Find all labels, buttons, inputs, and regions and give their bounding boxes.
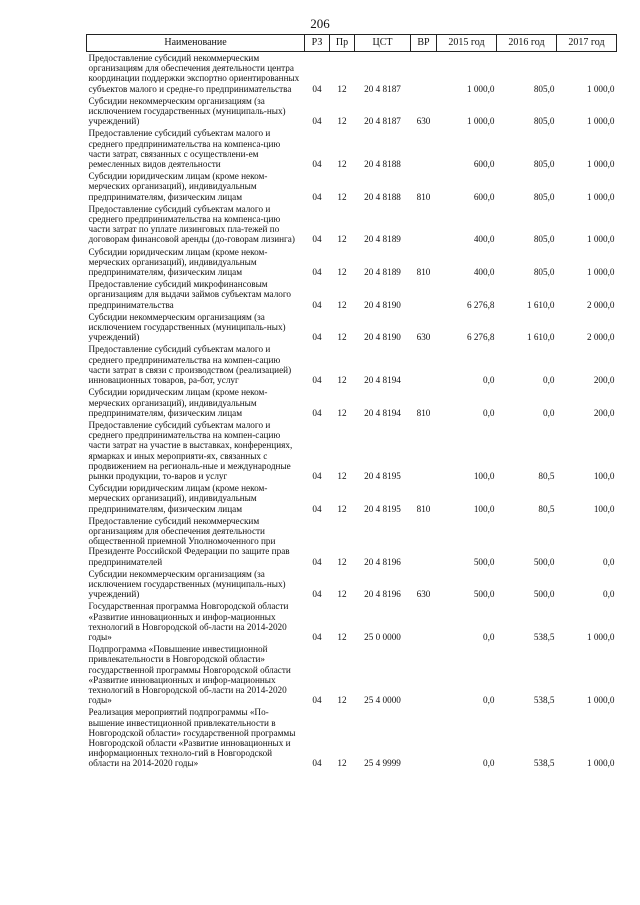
cell-2015: 400,0 — [473, 234, 495, 245]
cell-name: Субсидии юридическим лицам (кроме неком-мерческих организаций), индивидуальным предпринимателям, физическим лицам — [88, 171, 268, 202]
cell-2016: 1 610,0 — [526, 332, 555, 343]
cell-2017: 1 000,0 — [586, 234, 615, 245]
cell-2016: 538,5 — [533, 631, 555, 642]
cell-rz: 04 — [312, 191, 322, 202]
cell-2017: 200,0 — [593, 407, 615, 418]
table-row — [87, 170, 617, 203]
cell-cst: 20 4 8196 — [364, 589, 401, 600]
cell-rz: 04 — [312, 589, 322, 600]
cell-2015: 0,0 — [483, 407, 495, 418]
cell-2017: 100,0 — [593, 470, 615, 481]
cell-name: Субсидии некоммерческим организациям (за исключением государственных (муниципаль-ных) учреждений) — [88, 95, 286, 127]
cell-2015: 0,0 — [483, 695, 495, 706]
header-pr: Пр — [330, 35, 355, 52]
cell-rz: 04 — [312, 695, 322, 706]
cell-cst: 20 4 8190 — [364, 332, 401, 343]
cell-2015: 0,0 — [483, 375, 495, 386]
cell-vr — [411, 278, 437, 311]
cell-cst: 20 4 8195 — [364, 503, 401, 514]
cell-2015: 6 276,8 — [466, 332, 495, 343]
header-2017: 2017 год — [557, 35, 617, 52]
cell-vr: 810 — [416, 407, 431, 418]
table-body — [87, 52, 617, 770]
cell-name: Субсидии некоммерческим организациям (за исключением государственных (муниципаль-ных) учреждений) — [88, 568, 286, 600]
cell-2015: 1 000,0 — [466, 83, 495, 94]
cell-pr: 12 — [337, 332, 347, 343]
cell-vr: 630 — [416, 116, 431, 127]
cell-2017: 1 000,0 — [586, 83, 615, 94]
cell-pr: 12 — [337, 695, 347, 706]
table-row — [87, 203, 617, 246]
cell-vr — [411, 706, 437, 769]
cell-name: Предоставление субсидий микрофинансовым организациям для выдачи займов субъектам малого предпринимательства — [88, 279, 292, 310]
cell-cst: 20 4 8189 — [364, 267, 401, 278]
cell-2016: 805,0 — [533, 191, 555, 202]
cell-rz: 04 — [312, 375, 322, 386]
table-row — [87, 386, 617, 419]
cell-pr: 12 — [337, 631, 347, 642]
cell-vr — [411, 515, 437, 568]
cell-vr — [411, 203, 437, 246]
cell-vr — [411, 643, 437, 706]
cell-pr: 12 — [337, 589, 347, 600]
table-row — [87, 482, 617, 515]
cell-name: Предоставление субсидий субъектам малого и среднего предпринимательства на компенса-цию части затрат, связанных с осуществлени-ем ремесленных видов деятельности — [88, 128, 281, 170]
cell-pr: 12 — [337, 159, 347, 170]
cell-2015: 500,0 — [473, 589, 495, 600]
cell-rz: 04 — [312, 159, 322, 170]
header-2015: 2015 год — [437, 35, 497, 52]
cell-2016: 500,0 — [533, 589, 555, 600]
cell-2017: 1 000,0 — [586, 758, 615, 769]
cell-vr: 630 — [416, 589, 431, 600]
cell-2015: 1 000,0 — [466, 116, 495, 127]
cell-2016: 1 610,0 — [526, 299, 555, 310]
cell-2016: 0,0 — [543, 375, 555, 386]
cell-cst: 25 0 0000 — [364, 631, 401, 642]
cell-name: Субсидии юридическим лицам (кроме неком-мерческих организаций), индивидуальным предпринимателям, физическим лицам — [88, 246, 268, 278]
cell-rz: 04 — [312, 299, 322, 310]
cell-rz: 04 — [312, 407, 322, 418]
cell-pr: 12 — [337, 299, 347, 310]
cell-2015: 600,0 — [473, 159, 495, 170]
cell-2017: 0,0 — [603, 556, 615, 567]
cell-vr — [411, 343, 437, 386]
cell-vr: 810 — [416, 503, 431, 514]
cell-cst: 20 4 8188 — [364, 191, 401, 202]
table-row — [87, 311, 617, 344]
table-row — [87, 706, 617, 769]
cell-cst: 20 4 8194 — [364, 375, 401, 386]
table-row — [87, 568, 617, 601]
cell-pr: 12 — [337, 191, 347, 202]
cell-name: Субсидии юридическим лицам (кроме неком-мерческих организаций), индивидуальным предпринимателям, физическим лицам — [88, 483, 268, 514]
page-number: 206 — [310, 16, 330, 31]
cell-cst: 20 4 8194 — [364, 407, 401, 418]
header-cst: ЦСТ — [355, 35, 411, 52]
table-row — [87, 515, 617, 568]
cell-2015: 100,0 — [473, 503, 495, 514]
table-row — [87, 419, 617, 482]
cell-2015: 400,0 — [473, 267, 495, 278]
cell-pr: 12 — [337, 116, 347, 127]
cell-2015: 100,0 — [473, 470, 495, 481]
cell-2017: 1 000,0 — [586, 631, 615, 642]
cell-name: Реализация мероприятий подпрограммы «По-вышение инвестиционной привлекательности в Новгородской области» государственной программы Новгородской области «Развитие инновационных и информационных техноло-гий в Новгородской области на 2014-2020 годы» — [88, 707, 296, 769]
cell-cst: 20 4 8189 — [364, 234, 401, 245]
cell-rz: 04 — [312, 116, 322, 127]
table-header-row — [87, 35, 617, 52]
table-row — [87, 95, 617, 128]
cell-pr: 12 — [337, 556, 347, 567]
table-row — [87, 246, 617, 279]
header-2016: 2016 год — [497, 35, 557, 52]
cell-name: Государственная программа Новгородской области «Развитие инновационных и инфор-мационных технологий в Новгородской об-ласти на 2014-2020 годы» — [88, 601, 289, 642]
cell-2017: 1 000,0 — [586, 159, 615, 170]
cell-cst: 20 4 8188 — [364, 159, 401, 170]
cell-2017: 2 000,0 — [586, 299, 615, 310]
table-row — [87, 52, 617, 95]
cell-pr: 12 — [337, 407, 347, 418]
cell-2016: 805,0 — [533, 159, 555, 170]
cell-2015: 0,0 — [483, 631, 495, 642]
cell-vr: 630 — [416, 332, 431, 343]
cell-2017: 1 000,0 — [586, 267, 615, 278]
cell-name: Предоставление субсидий субъектам малого и среднего предпринимательства на компен-сацию части затрат на участие в выставках, конференциях, ярмарках и иных мероприяти-ях, связанных с продвижением на региональ-ные и международные рынки продукции, то-варов и услуг — [88, 419, 293, 481]
header-vr: ВР — [411, 35, 437, 52]
cell-pr: 12 — [337, 267, 347, 278]
budget-table — [86, 34, 617, 770]
cell-cst: 20 4 8196 — [364, 556, 401, 567]
cell-2016: 500,0 — [533, 556, 555, 567]
cell-rz: 04 — [312, 234, 322, 245]
table-row — [87, 600, 617, 643]
cell-rz: 04 — [312, 503, 322, 514]
cell-name: Субсидии юридическим лицам (кроме неком-мерческих организаций), индивидуальным предпринимателям, физическим лицам — [88, 387, 268, 418]
cell-name: Предоставление субсидий субъектам малого и среднего предпринимательства на компен-сацию части затрат в связи с производством (реализацией) инновационных товаров, ра-бот, услуг — [88, 344, 292, 386]
table-row — [87, 643, 617, 706]
cell-2016: 538,5 — [533, 758, 555, 769]
cell-2016: 0,0 — [543, 407, 555, 418]
cell-cst: 20 4 8187 — [364, 83, 401, 94]
cell-name: Подпрограмма «Повышение инвестиционной привлекательности в Новгородской области» государственной программы Новгородской области «Развитие инновационных и инфор-мационных технологий в Новгородской об-ласти на 2014-2020 годы» — [88, 644, 291, 706]
cell-vr: 810 — [416, 191, 431, 202]
cell-vr — [411, 52, 437, 95]
cell-2016: 805,0 — [533, 116, 555, 127]
cell-cst: 20 4 8190 — [364, 299, 401, 310]
cell-2015: 0,0 — [483, 758, 495, 769]
cell-vr — [411, 600, 437, 643]
cell-pr: 12 — [337, 375, 347, 386]
cell-2015: 600,0 — [473, 191, 495, 202]
cell-vr: 810 — [416, 267, 431, 278]
cell-pr: 12 — [337, 470, 347, 481]
table-row — [87, 278, 617, 311]
cell-rz: 04 — [312, 332, 322, 343]
cell-2017: 200,0 — [593, 375, 615, 386]
cell-2016: 805,0 — [533, 83, 555, 94]
table-row — [87, 127, 617, 170]
cell-2016: 538,5 — [533, 695, 555, 706]
cell-pr: 12 — [337, 503, 347, 514]
cell-rz: 04 — [312, 631, 322, 642]
cell-name: Предоставление субсидий субъектам малого и среднего предпринимательства на компенса-цию части затрат по уплате лизинговых пла-тежей по договорам финансовой аренды (до-говорам лизинга) — [88, 203, 295, 245]
cell-rz: 04 — [312, 556, 322, 567]
cell-2017: 2 000,0 — [586, 332, 615, 343]
cell-cst: 20 4 8195 — [364, 470, 401, 481]
cell-2017: 1 000,0 — [586, 116, 615, 127]
table-row — [87, 343, 617, 386]
cell-vr — [411, 419, 437, 482]
cell-cst: 25 4 9999 — [364, 758, 401, 769]
cell-cst: 20 4 8187 — [364, 116, 401, 127]
header-rz: РЗ — [305, 35, 330, 52]
cell-2017: 0,0 — [603, 589, 615, 600]
cell-2017: 1 000,0 — [586, 695, 615, 706]
cell-rz: 04 — [312, 758, 322, 769]
cell-pr: 12 — [337, 758, 347, 769]
cell-2017: 1 000,0 — [586, 191, 615, 202]
cell-pr: 12 — [337, 234, 347, 245]
cell-cst: 25 4 0000 — [364, 695, 401, 706]
cell-rz: 04 — [312, 470, 322, 481]
cell-name: Предоставление субсидий некоммерческим организациям для обеспечения деятельности центра координации поддержки экспортно ориентированных субъектов малого и средне-го предпринимательства — [88, 53, 300, 94]
cell-rz: 04 — [312, 267, 322, 278]
cell-2017: 100,0 — [593, 503, 615, 514]
header-name: Наименование — [87, 35, 305, 52]
cell-2015: 500,0 — [473, 556, 495, 567]
cell-2016: 805,0 — [533, 234, 555, 245]
cell-rz: 04 — [312, 83, 322, 94]
cell-2016: 805,0 — [533, 267, 555, 278]
cell-name: Предоставление субсидий некоммерческим организациям для обеспечения деятельности общественной приемной Уполномоченного при Президенте Российской Федерации по защите прав предпринимателей — [88, 515, 290, 567]
cell-2016: 80,5 — [538, 503, 555, 514]
cell-vr — [411, 127, 437, 170]
cell-name: Субсидии некоммерческим организациям (за исключением государственных (муниципаль-ных) учреждений) — [88, 311, 286, 343]
cell-2015: 6 276,8 — [466, 299, 495, 310]
cell-2016: 80,5 — [538, 470, 555, 481]
cell-pr: 12 — [337, 83, 347, 94]
